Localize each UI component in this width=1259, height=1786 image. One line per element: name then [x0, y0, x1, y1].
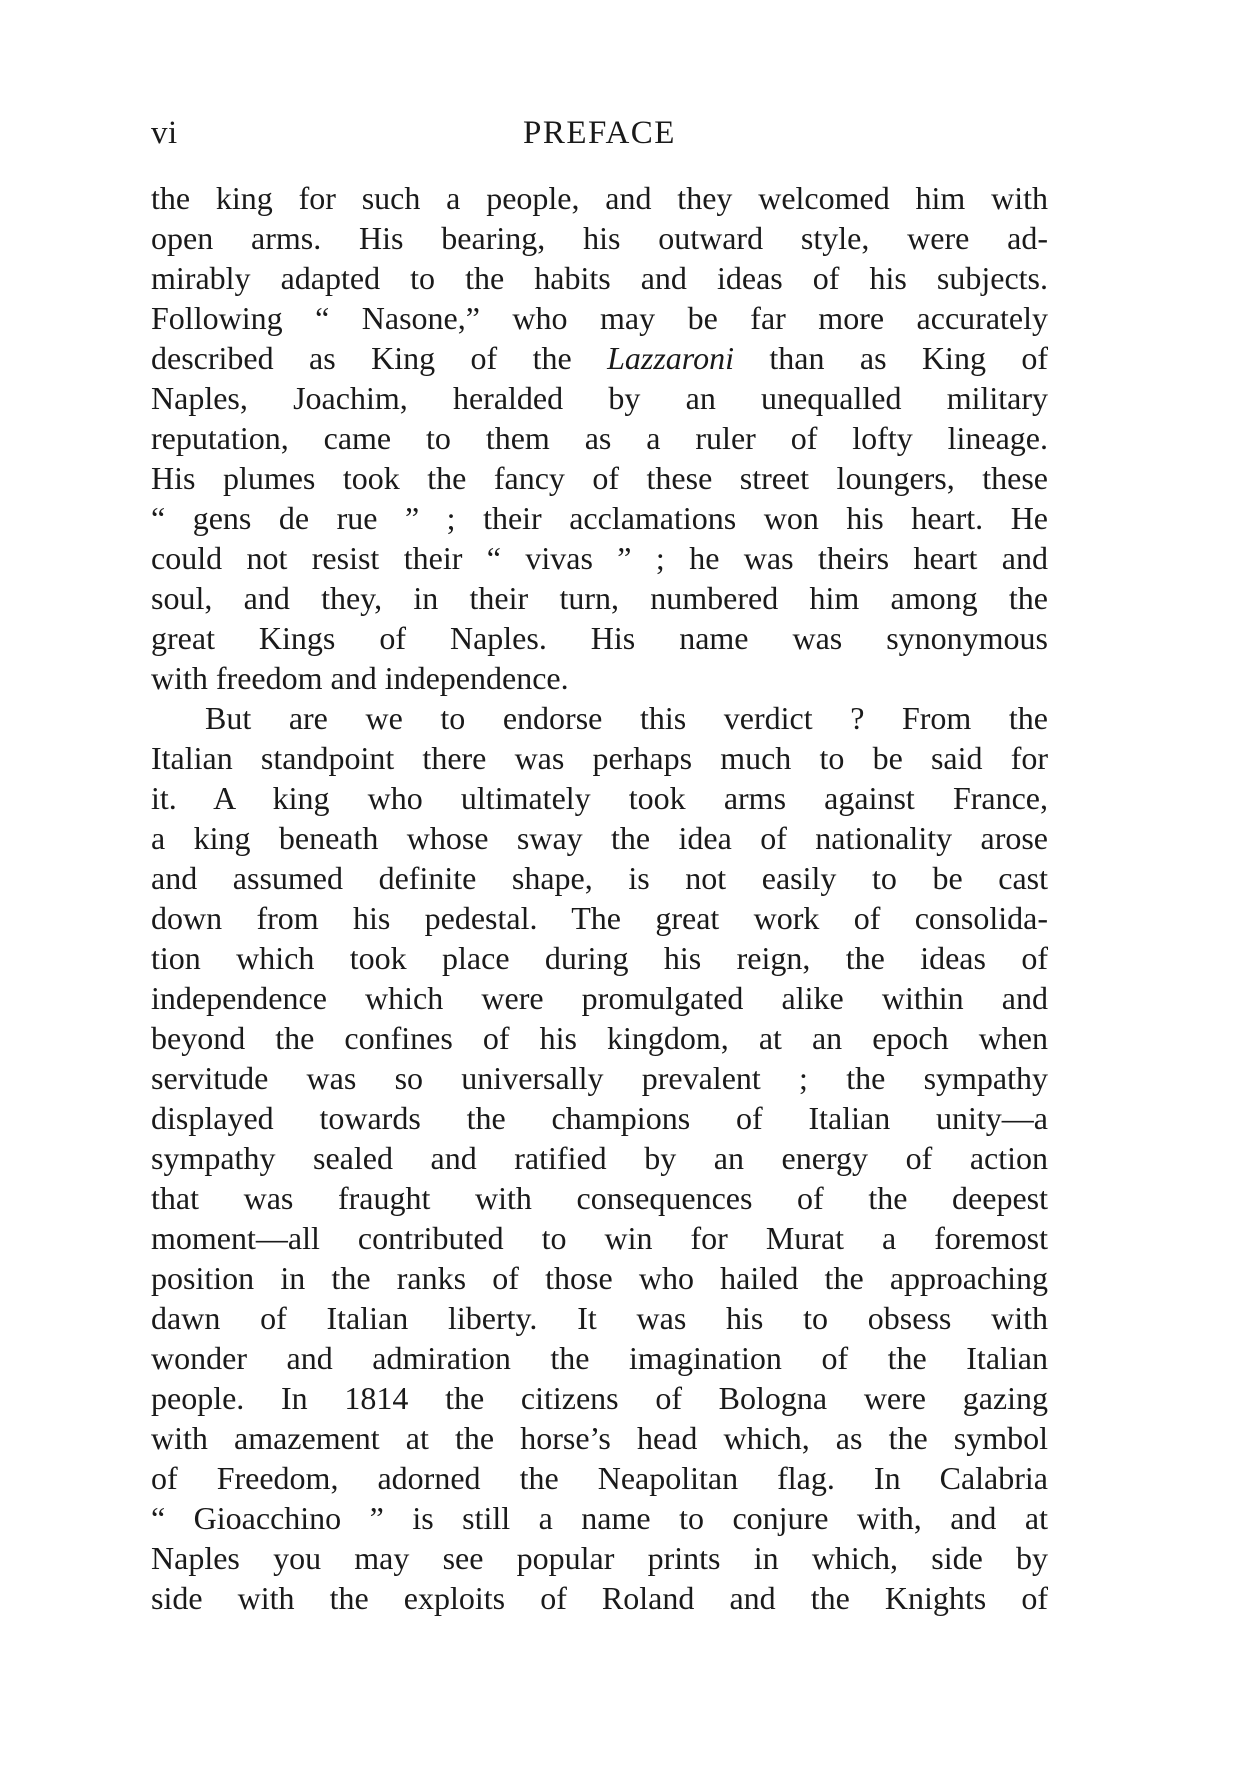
text-line: beyond the confines of his kingdom, at an epoch when [151, 1020, 1048, 1056]
text-line: reputation, came to them as a ruler of lofty lineage. [151, 420, 1048, 456]
text-line: independence which were promulgated alike within and [151, 980, 1048, 1016]
text-line: tion which took place during his reign, the ideas of [151, 940, 1048, 976]
text-line: His plumes took the fancy of these street loungers, these [151, 460, 1048, 496]
text-line: that was fraught with consequences of the deepest [151, 1180, 1048, 1216]
text-line: open arms. His bearing, his outward style, were ad- [151, 220, 1048, 256]
text-line: “ Gioacchino ” is still a name to conjure with, and at [151, 1500, 1048, 1536]
text-segment: described as King of the [151, 340, 608, 376]
italic-term: Lazzaroni [607, 340, 734, 376]
text-line: people. In 1814 the citizens of Bologna were gazing [151, 1380, 1048, 1416]
text-line: servitude was so universally prevalent ; the sympathy [151, 1060, 1048, 1096]
running-head [151, 108, 1048, 158]
text-line: displayed towards the champions of Italian unity—a [151, 1100, 1048, 1136]
paragraph [151, 698, 1048, 1618]
text-line: dawn of Italian liberty. It was his to obsess with [151, 1300, 1048, 1336]
text-segment: than as King of [733, 340, 1048, 376]
text-line: it. A king who ultimately took arms against France, [151, 780, 1048, 816]
text-line: a king beneath whose sway the idea of nationality arose [151, 820, 1048, 856]
text-line [151, 338, 1048, 378]
text-line: and assumed definite shape, is not easily to be cast [151, 860, 1048, 896]
text-line: “ gens de rue ” ; their acclamations won his heart. He [151, 500, 1048, 536]
text-line: the king for such a people, and they welcomed him with [151, 180, 1048, 216]
text-line: with amazement at the horse’s head which, as the symbol [151, 1420, 1048, 1456]
page-number: vi [151, 115, 178, 151]
text-line: with freedom and independence. [151, 660, 569, 696]
text-line: side with the exploits of Roland and the Knights of [151, 1580, 1048, 1616]
text-line: But are we to endorse this verdict ? From the [205, 700, 1048, 736]
text-line: moment—all contributed to win for Murat a foremost [151, 1220, 1048, 1256]
text-line: sympathy sealed and ratified by an energy of action [151, 1140, 1048, 1176]
text-line: soul, and they, in their turn, numbered him among the [151, 580, 1048, 616]
text-line: could not resist their “ vivas ” ; he was theirs heart and [151, 540, 1048, 576]
body-text [151, 178, 1048, 1618]
text-line: position in the ranks of those who hailed the approaching [151, 1260, 1048, 1296]
text-line: down from his pedestal. The great work of consolida- [151, 900, 1048, 936]
text-line: of Freedom, adorned the Neapolitan flag. In Calabria [151, 1460, 1048, 1496]
text-line: great Kings of Naples. His name was synonymous [151, 620, 1048, 656]
text-line: mirably adapted to the habits and ideas of his subjects. [151, 260, 1048, 296]
page-title: PREFACE [523, 115, 676, 151]
text-line: wonder and admiration the imagination of the Italian [151, 1340, 1048, 1376]
text-line: Naples, Joachim, heralded by an unequalled military [151, 380, 1048, 416]
text-line: Italian standpoint there was perhaps much to be said for [151, 740, 1048, 776]
text-line: Naples you may see popular prints in which, side by [151, 1540, 1048, 1576]
text-line: Following “ Nasone,” who may be far more accurately [151, 300, 1048, 336]
paragraph [151, 178, 1048, 698]
